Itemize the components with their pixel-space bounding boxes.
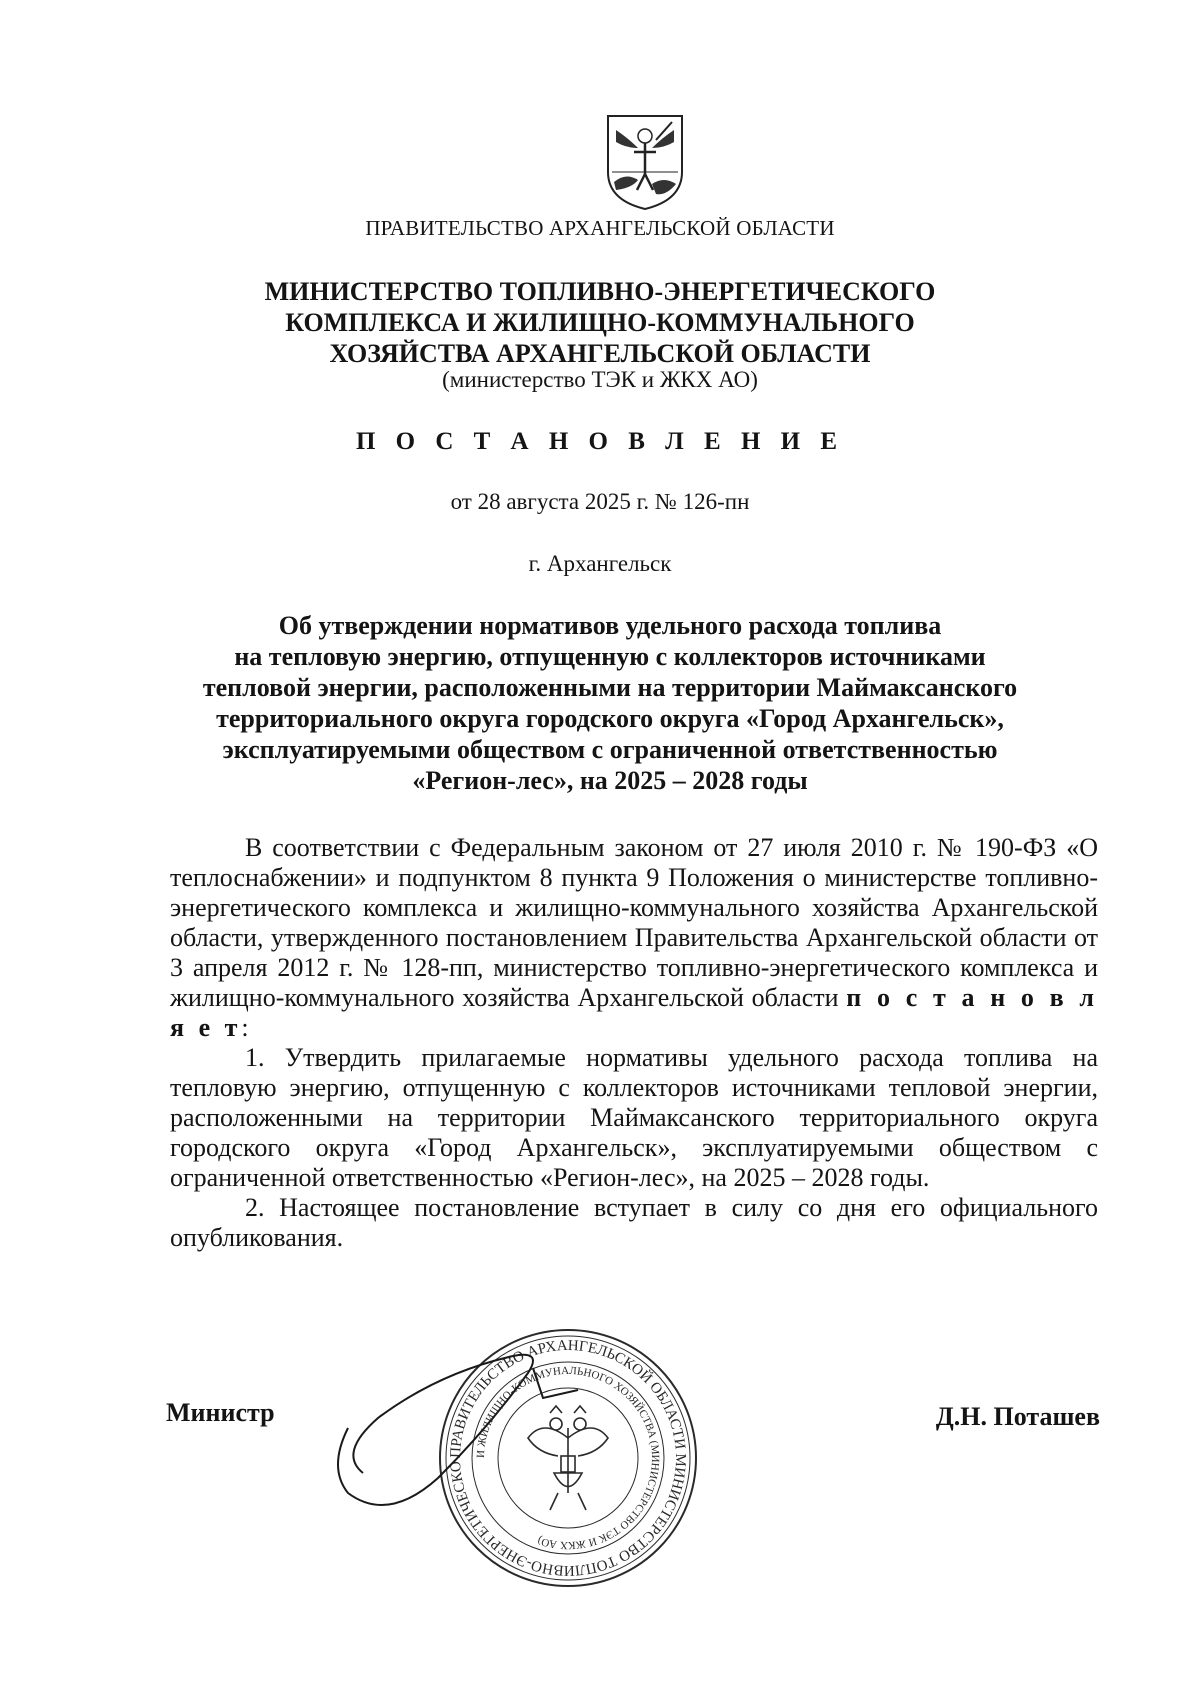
subject-line: территориального округа городского округа «Город Архангельск»,	[216, 704, 1004, 733]
subject-line: эксплуатируемыми обществом с ограниченной ответственностью	[222, 735, 998, 764]
decree-punct: :	[241, 1013, 249, 1042]
document-type: П О С Т А Н О В Л Е Н И Е	[355, 428, 845, 455]
ministry-line: МИНИСТЕРСТВО ТОПЛИВНО-ЭНЕРГЕТИЧЕСКОГО	[264, 277, 936, 306]
signatory-name: Д.Н. Поташев	[935, 1402, 1100, 1431]
decree-word: п о с т а н о в л я е т	[170, 983, 1098, 1042]
preamble-paragraph	[170, 833, 1098, 1043]
document-city: г. Архангельск	[528, 551, 672, 576]
item-2-paragraph: 2. Настоящее постановление вступает в силу со дня его официального опубликования.	[170, 1193, 1098, 1252]
ministry-line: КОМПЛЕКСА И ЖИЛИЩНО-КОММУНАЛЬНОГО	[285, 308, 915, 337]
government-name: ПРАВИТЕЛЬСТВО АРХАНГЕЛЬСКОЙ ОБЛАСТИ	[365, 216, 835, 240]
subject-line: на тепловую энергию, отпущенную с коллекторов источниками	[234, 642, 986, 671]
preamble-text: В соответствии с Федеральным законом от 27 июля 2010 г. № 190-ФЗ «О теплоснабжении» и подпунктом 8 пункта 9 Положения о министерстве топливно-энергетического комплекса и жилищно-коммунального хозяйства Архангельской области, утвержденного постановлением Правительства Архангельской области от 3 апреля 2012 г. № 128-пп, министерство топливно-энергетического комплекса и жилищно-коммунального хозяйства Архангельской области	[170, 833, 1098, 1012]
seal-inner-text: И ЖИЛИЩНО-КОММУНАЛЬНОГО ХОЗЯЙСТВА (МИНИСТЕРСТВО ТЭК И ЖКХ АО)	[474, 1364, 662, 1552]
ministry-name	[0, 276, 1200, 369]
seal-outer-text: ПРАВИТЕЛЬСТВО АРХАНГЕЛЬСКОЙ ОБЛАСТИ МИНИСТЕРСТВО ТОПЛИВНО-ЭНЕРГЕТИЧЕСКО	[447, 1337, 689, 1579]
subject-line: Об утверждении нормативов удельного расхода топлива	[278, 611, 942, 640]
arkhangelsk-coat-of-arms-icon	[604, 112, 686, 212]
subject-line: тепловой энергии, расположенными на территории Маймаксанского	[202, 673, 1018, 702]
signatory-title: Министр	[166, 1398, 275, 1427]
ministry-short-name: (министерство ТЭК и ЖКХ АО)	[442, 367, 758, 392]
subject-line: «Регион-лес», на 2025 – 2028 годы	[412, 766, 808, 795]
ministry-line: ХОЗЯЙСТВА АРХАНГЕЛЬСКОЙ ОБЛАСТИ	[329, 339, 871, 368]
official-seal-icon	[318, 1278, 728, 1638]
item-1-paragraph: 1. Утвердить прилагаемые нормативы удельного расхода топлива на тепловую энергию, отпущенную с коллекторов источниками тепловой энергии, расположенными на территории Маймаксанского территориального округа городского округа «Город Архангельск», эксплуатируемыми обществом с ограниченной ответственностью «Регион-лес», на 2025 – 2028 годы.	[170, 1043, 1098, 1192]
document-date-number: от 28 августа 2025 г. № 126-пн	[450, 489, 750, 514]
document-subject	[180, 610, 1040, 796]
document-body	[170, 833, 1098, 1253]
